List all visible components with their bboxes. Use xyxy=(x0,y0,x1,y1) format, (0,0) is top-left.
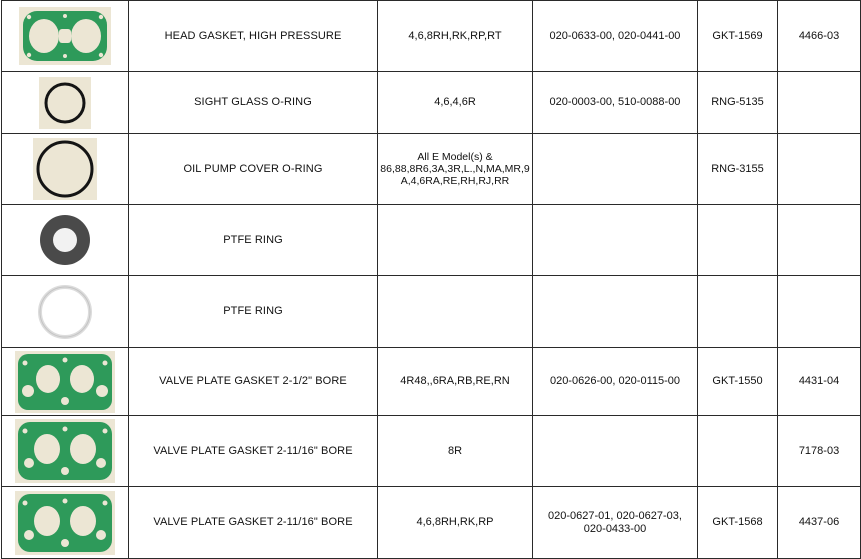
part-numbers-cell xyxy=(533,276,698,348)
valve-plate-gasket-image xyxy=(15,419,115,483)
o-ring-image xyxy=(33,138,97,200)
part-numbers-cell: 020-0633-00, 020-0441-00 xyxy=(533,1,698,72)
image-cell xyxy=(2,205,129,276)
valve-plate-gasket-image xyxy=(15,351,115,413)
part-numbers-cell xyxy=(533,134,698,205)
gasket-code-cell: RNG-3155 xyxy=(698,134,778,205)
part-numbers-cell xyxy=(533,205,698,276)
models-cell: 4,6,4,6R xyxy=(378,72,533,134)
gasket-code-cell xyxy=(698,276,778,348)
parts-table xyxy=(1,0,861,559)
ptfe-ring-grey-image xyxy=(35,210,95,270)
o-ring-image xyxy=(39,77,91,129)
description-cell: PTFE RING xyxy=(129,276,378,348)
image-cell xyxy=(2,416,129,487)
ref-cell xyxy=(778,276,861,348)
models-cell: All E Model(s) & 86,88,8R6,3A,3R,L.,N,MA,MR,9 A,4,6RA,RE,RH,RJ,RR xyxy=(378,134,533,205)
models-cell xyxy=(378,205,533,276)
description-cell: VALVE PLATE GASKET 2-1/2" BORE xyxy=(129,348,378,416)
models-cell: 4,6,8RH,RK,RP,RT xyxy=(378,1,533,72)
image-cell xyxy=(2,134,129,205)
gasket-code-cell: RNG-5135 xyxy=(698,72,778,134)
ptfe-ring-white-image xyxy=(34,283,96,341)
valve-plate-gasket-image xyxy=(15,491,115,555)
table-row xyxy=(2,276,861,348)
gasket-code-cell xyxy=(698,416,778,487)
gasket-code-cell: GKT-1550 xyxy=(698,348,778,416)
image-cell xyxy=(2,72,129,134)
description-cell: HEAD GASKET, HIGH PRESSURE xyxy=(129,1,378,72)
ref-cell: 4431-04 xyxy=(778,348,861,416)
part-numbers-cell: 020-0627-01, 020-0627-03, 020-0433-00 xyxy=(533,487,698,559)
gasket-code-cell: GKT-1568 xyxy=(698,487,778,559)
image-cell xyxy=(2,487,129,559)
table-row xyxy=(2,205,861,276)
part-numbers-cell: 020-0003-00, 510-0088-00 xyxy=(533,72,698,134)
table-row xyxy=(2,416,861,487)
image-cell xyxy=(2,1,129,72)
description-cell: OIL PUMP COVER O-RING xyxy=(129,134,378,205)
models-cell: 8R xyxy=(378,416,533,487)
table-row xyxy=(2,72,861,134)
part-numbers-cell xyxy=(533,416,698,487)
models-cell: 4R48,,6RA,RB,RE,RN xyxy=(378,348,533,416)
models-cell xyxy=(378,276,533,348)
table-row xyxy=(2,348,861,416)
table-row xyxy=(2,134,861,205)
description-cell: VALVE PLATE GASKET 2-11/16" BORE xyxy=(129,416,378,487)
models-cell: 4,6,8RH,RK,RP xyxy=(378,487,533,559)
gasket-code-cell: GKT-1569 xyxy=(698,1,778,72)
description-cell: VALVE PLATE GASKET 2-11/16" BORE xyxy=(129,487,378,559)
description-cell: SIGHT GLASS O-RING xyxy=(129,72,378,134)
part-numbers-cell: 020-0626-00, 020-0115-00 xyxy=(533,348,698,416)
ref-cell: 7178-03 xyxy=(778,416,861,487)
gasket-code-cell xyxy=(698,205,778,276)
ref-cell xyxy=(778,72,861,134)
ref-cell xyxy=(778,205,861,276)
table-row xyxy=(2,1,861,72)
head-gasket-image xyxy=(19,7,111,65)
ref-cell xyxy=(778,134,861,205)
table-row xyxy=(2,487,861,559)
image-cell xyxy=(2,276,129,348)
ref-cell: 4466-03 xyxy=(778,1,861,72)
ref-cell: 4437-06 xyxy=(778,487,861,559)
description-cell: PTFE RING xyxy=(129,205,378,276)
image-cell xyxy=(2,348,129,416)
